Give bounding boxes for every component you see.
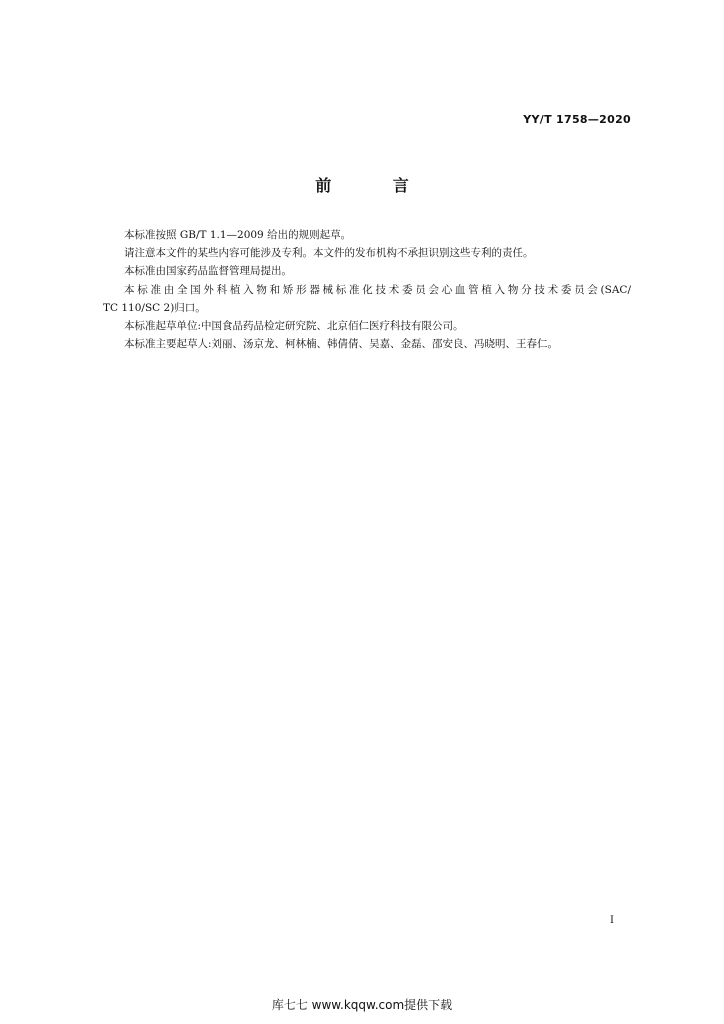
page-title: 前 言 <box>315 176 437 195</box>
foreword-body <box>103 226 631 353</box>
paragraph-committee-continued: TC 110/SC 2)归口。 <box>103 301 206 314</box>
paragraph-drafting-units: 本标准起草单位:中国食品药品检定研究院、北京佰仁医疗科技有限公司。 <box>124 320 464 333</box>
standard-code: YY/T 1758—2020 <box>523 113 631 126</box>
download-footer: 库七七 www.kqqw.com提供下载 <box>271 998 453 1012</box>
paragraph-drafters: 本标准主要起草人:刘丽、汤京龙、柯林楠、韩倩倩、吴嘉、金磊、邵安良、冯晓明、王春仁。 <box>124 338 559 351</box>
paragraph-proposer: 本标准由国家药品监督管理局提出。 <box>124 265 292 278</box>
paragraph-drafting-rules: 本标准按照 GB/T 1.1—2009 给出的规则起草。 <box>124 229 352 241</box>
paragraph-patent-notice: 请注意本文件的某些内容可能涉及专利。本文件的发布机构不承担识别这些专利的责任。 <box>124 247 534 260</box>
page-number: I <box>610 915 614 926</box>
paragraph-committee: 本标准由全国外科植入物和矫形器械标准化技术委员会心血管植入物分技术委员会(SAC/ <box>124 283 631 296</box>
